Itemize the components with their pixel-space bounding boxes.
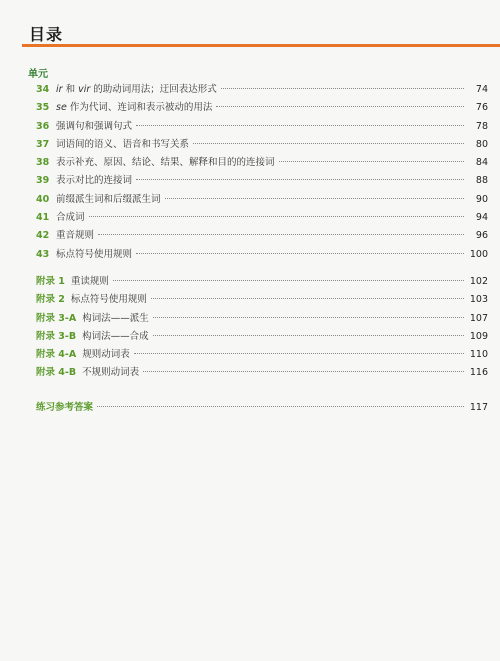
entry-page: 96 <box>475 230 488 242</box>
entry-title: 表示对比的连接词 <box>56 175 133 187</box>
entry-number: 41 <box>36 212 50 224</box>
appendix-title: 规则动词表 <box>82 349 130 361</box>
toc-entry[interactable] <box>36 191 488 209</box>
dot-leader <box>113 280 464 281</box>
dot-leader <box>143 371 464 372</box>
appendix-number: 附录 4-A <box>36 349 77 361</box>
appendix-title: 构词法——派生 <box>82 312 149 324</box>
appendix-title: 不规则动词表 <box>82 367 140 379</box>
toc-entry[interactable] <box>36 209 488 227</box>
dot-leader <box>98 234 464 235</box>
appendix-number: 附录 4-B <box>36 367 77 379</box>
appendix-entry[interactable] <box>36 328 488 346</box>
units-list <box>36 81 488 264</box>
entry-number: 43 <box>36 248 50 260</box>
title-underline <box>22 44 500 47</box>
appendix-title: 标点符号使用规则 <box>70 294 147 306</box>
entry-page: 84 <box>475 157 488 169</box>
entry-number: 38 <box>36 157 50 169</box>
appendix-page: 107 <box>469 312 488 324</box>
dot-leader <box>89 216 464 217</box>
entry-title: 词语间的语义、语音和书写关系 <box>56 138 190 150</box>
appendix-page: 109 <box>469 330 488 342</box>
dot-leader <box>193 143 464 144</box>
appendix-entry[interactable] <box>36 273 488 291</box>
toc-entry[interactable] <box>36 172 488 190</box>
dot-leader <box>136 179 464 180</box>
dot-leader <box>279 161 464 162</box>
appendix-number: 附录 3-B <box>36 330 77 342</box>
dot-leader <box>153 317 464 318</box>
dot-leader <box>134 353 464 354</box>
appendix-title: 重读规则 <box>70 276 109 287</box>
entry-number: 37 <box>36 138 50 150</box>
answer-key-entry[interactable] <box>36 399 488 417</box>
entry-page: 78 <box>475 120 488 132</box>
entry-number: 39 <box>36 175 50 187</box>
toc-entry[interactable] <box>36 118 488 136</box>
entry-title: 合成词 <box>56 212 85 224</box>
toc-entry[interactable] <box>36 154 488 172</box>
appendix-entry[interactable] <box>36 346 488 364</box>
appendix-entry[interactable] <box>36 364 488 382</box>
entry-page: 88 <box>475 175 488 187</box>
appendix-entry[interactable] <box>36 291 488 309</box>
entry-title: 表示补充、原因、结论、结果、解释和目的的连接词 <box>56 157 275 169</box>
toc-entry[interactable] <box>36 227 488 245</box>
appendix-page: 102 <box>469 276 488 287</box>
appendix-title: 构词法——合成 <box>82 330 149 342</box>
entry-number: 34 <box>36 84 50 95</box>
dot-leader <box>221 88 464 89</box>
dot-leader <box>97 406 464 407</box>
toc-entry[interactable] <box>36 99 488 117</box>
appendix-list <box>36 273 488 383</box>
entry-title: 强调句和强调句式 <box>56 120 133 132</box>
appendix-number: 附录 2 <box>36 294 65 306</box>
answer-key-page: 117 <box>469 402 488 413</box>
unit-label: 单元 <box>28 69 48 80</box>
entry-title: 前缀派生词和后缀派生词 <box>56 193 161 205</box>
entry-title: 标点符号使用规则 <box>56 248 133 260</box>
entry-page: 100 <box>469 248 488 260</box>
appendix-number: 附录 1 <box>36 276 65 287</box>
entry-number: 36 <box>36 120 50 132</box>
page-title: 目录 <box>29 25 64 44</box>
appendix-page: 103 <box>469 294 488 306</box>
entry-page: 90 <box>475 193 488 205</box>
entry-page: 94 <box>475 212 488 224</box>
appendix-number: 附录 3-A <box>36 312 77 324</box>
dot-leader <box>153 335 464 336</box>
entry-number: 35 <box>36 102 50 114</box>
appendix-page: 110 <box>469 349 488 361</box>
dot-leader <box>136 125 464 126</box>
entry-page: 80 <box>475 138 488 150</box>
appendix-page: 116 <box>469 367 488 379</box>
entry-title: 重音规则 <box>56 230 95 242</box>
entry-number: 40 <box>36 193 50 205</box>
entry-title: ir 和 vir 的助动词用法；迂回表达形式 <box>56 84 217 95</box>
entry-page: 76 <box>475 102 488 114</box>
dot-leader <box>136 253 464 254</box>
appendix-entry[interactable] <box>36 310 488 328</box>
dot-leader <box>165 198 464 199</box>
dot-leader <box>216 106 464 107</box>
entry-title: se 作为代词、连词和表示被动的用法 <box>56 102 213 114</box>
answer-key-title: 练习参考答案 <box>36 402 94 413</box>
toc-entry[interactable] <box>36 246 488 264</box>
dot-leader <box>151 298 464 299</box>
answer-key-section <box>36 399 488 417</box>
toc-entry[interactable] <box>36 81 488 99</box>
entry-page: 74 <box>475 84 488 95</box>
toc-entry[interactable] <box>36 136 488 154</box>
entry-number: 42 <box>36 230 50 242</box>
